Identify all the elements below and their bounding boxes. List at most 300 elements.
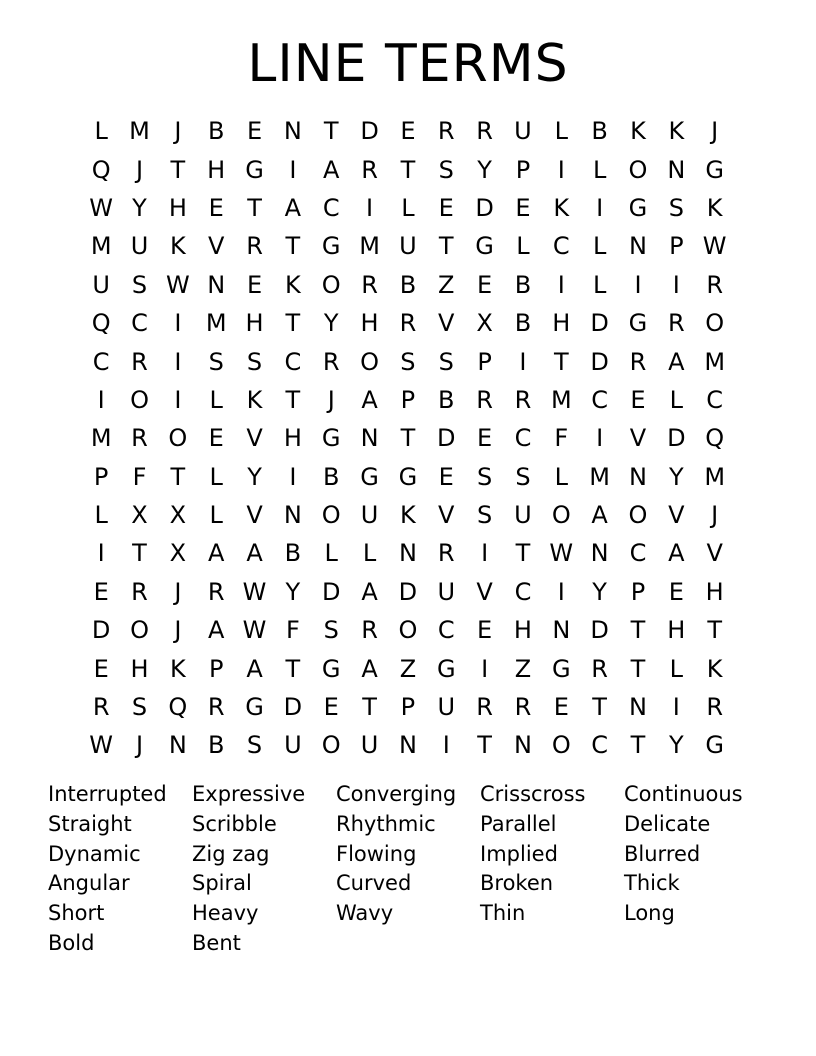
grid-letter: P (400, 385, 416, 414)
word-list-item: Curved (336, 871, 412, 896)
grid-letter: T (362, 693, 377, 722)
grid-letter: V (438, 501, 455, 530)
grid-letter: H (207, 155, 226, 184)
grid-letter: V (246, 501, 263, 530)
grid-letter: T (247, 193, 262, 222)
grid-letter: N (629, 462, 647, 491)
grid-letter: S (246, 731, 263, 760)
grid-letter: A (323, 155, 340, 184)
grid-letter: Q (168, 693, 188, 722)
grid-letter: O (321, 270, 341, 299)
grid-letter: T (553, 347, 569, 376)
grid-letter: H (513, 616, 532, 645)
grid-letter: A (668, 539, 685, 568)
grid-letter: R (476, 117, 493, 146)
grid-letter: L (592, 155, 607, 184)
grid-letter: W (242, 616, 267, 645)
grid-letter: X (169, 539, 187, 568)
grid-letter: G (245, 693, 264, 722)
grid-letter: H (552, 309, 571, 338)
grid-letter: M (704, 347, 726, 376)
grid-letter: A (361, 654, 378, 683)
grid-letter: R (437, 117, 455, 146)
grid-letter: R (514, 385, 532, 414)
grid-letter: G (628, 193, 648, 222)
word-list (48, 780, 778, 959)
grid-letter: E (515, 193, 531, 222)
grid-letter: X (169, 501, 187, 530)
grid-letter: K (553, 193, 570, 222)
grid-letter: C (552, 232, 570, 261)
page-title: LINE TERMS (247, 34, 569, 94)
grid-letter: E (208, 424, 224, 453)
grid-letter: R (207, 693, 225, 722)
grid-letter: O (168, 424, 188, 453)
grid-letter: K (706, 654, 723, 683)
grid-row (82, 649, 734, 687)
grid-letter: L (324, 539, 338, 568)
word-list-item: Parallel (480, 811, 557, 836)
grid-letter: C (437, 616, 455, 645)
grid-letter: I (97, 385, 105, 414)
grid-letter: T (592, 693, 607, 722)
grid-letter: O (130, 385, 149, 414)
grid-letter: H (130, 654, 149, 683)
grid-letter: T (285, 654, 301, 683)
grid-letter: C (284, 347, 302, 376)
grid-letter: I (97, 539, 105, 568)
grid-letter: N (207, 270, 226, 299)
grid-letter: F (554, 424, 569, 453)
grid-letter: D (590, 616, 609, 645)
grid-letter: X (131, 501, 148, 530)
grid-row (82, 573, 734, 611)
grid-letter: T (630, 731, 646, 760)
word-list-item: Converging (336, 782, 457, 806)
grid-letter: O (321, 731, 341, 760)
grid-letter: L (209, 462, 223, 491)
grid-letter: R (361, 616, 378, 645)
word-list-item: Spiral (192, 871, 252, 896)
grid-letter: C (92, 347, 110, 376)
grid-letter: T (630, 654, 646, 683)
grid-letter: G (398, 462, 418, 491)
grid-letter: C (131, 309, 148, 338)
grid-letter: B (323, 462, 340, 491)
grid-letter: T (630, 616, 646, 645)
grid-letter: R (399, 309, 417, 338)
grid-letter: T (515, 539, 531, 568)
grid-letter: N (513, 731, 532, 760)
grid-letter: P (630, 577, 646, 606)
grid-letter: K (169, 232, 186, 261)
grid-row (82, 419, 734, 457)
grid-letter: N (398, 539, 417, 568)
grid-letter: Y (477, 155, 492, 184)
grid-letter: U (514, 117, 532, 146)
grid-letter: D (437, 424, 456, 453)
grid-letter: H (283, 424, 302, 453)
word-list-item: Scribble (192, 811, 277, 836)
grid-letter: R (246, 232, 263, 261)
grid-letter: E (553, 693, 569, 722)
grid-letter: A (246, 539, 263, 568)
grid-letter: R (591, 654, 608, 683)
grid-letter: W (89, 193, 114, 222)
grid-letter: U (360, 501, 379, 530)
grid-letter: J (135, 731, 144, 760)
grid-letter: B (591, 117, 608, 146)
grid-letter: S (515, 462, 531, 491)
grid-letter: G (705, 155, 724, 184)
word-list-item: Bent (192, 930, 241, 955)
grid-row (82, 496, 734, 534)
grid-letter: I (672, 693, 680, 722)
grid-letter: O (705, 309, 725, 338)
grid-letter: M (704, 462, 726, 491)
grid-letter: J (711, 501, 719, 530)
grid-letter: R (706, 693, 724, 722)
grid-letter: X (476, 309, 493, 338)
grid-letter: T (438, 232, 454, 261)
grid-row (82, 112, 734, 150)
grid-letter: T (285, 385, 301, 414)
grid-letter: J (135, 155, 144, 184)
grid-letter: U (437, 577, 456, 606)
grid-letter: P (515, 155, 531, 184)
grid-letter: E (93, 577, 109, 606)
grid-letter: K (706, 193, 723, 222)
grid-letter: I (557, 577, 565, 606)
grid-letter: R (131, 347, 148, 376)
grid-row (82, 342, 734, 380)
grid-letter: R (629, 347, 647, 376)
grid-letter: G (321, 654, 341, 683)
grid-letter: L (362, 539, 377, 568)
grid-letter: K (246, 385, 263, 414)
grid-letter: I (557, 270, 565, 299)
grid-row (82, 189, 734, 227)
grid-letter: B (399, 270, 417, 299)
grid-letter: R (514, 693, 532, 722)
grid-letter: M (129, 117, 150, 146)
word-list-item: Continuous (624, 782, 743, 806)
grid-letter: C (591, 385, 609, 414)
grid-letter: N (552, 616, 571, 645)
grid-letter: I (174, 347, 182, 376)
grid-letter: M (90, 232, 112, 261)
grid-letter: G (321, 424, 341, 453)
grid-letter: G (475, 232, 494, 261)
word-list-item: Dynamic (48, 841, 141, 866)
grid-letter: B (514, 270, 532, 299)
grid-letter: P (669, 232, 684, 261)
grid-letter: E (438, 193, 454, 222)
grid-letter: S (131, 693, 148, 722)
grid-letter: O (628, 155, 648, 184)
grid-letter: E (93, 654, 109, 683)
grid-letter: I (481, 539, 489, 568)
grid-letter: I (366, 193, 374, 222)
grid-letter: V (706, 539, 723, 568)
grid-letter: L (669, 385, 684, 414)
grid-letter: T (707, 616, 722, 645)
grid-letter: E (246, 117, 263, 146)
grid-letter: B (284, 539, 302, 568)
grid-letter: I (174, 385, 182, 414)
grid-letter: J (174, 117, 182, 146)
grid-letter: L (592, 232, 607, 261)
grid-letter: N (590, 539, 609, 568)
grid-letter: Z (438, 270, 455, 299)
word-list-item: Thick (624, 871, 680, 896)
grid-letter: S (323, 616, 339, 645)
word-list-item: Heavy (192, 901, 259, 926)
grid-letter: Q (705, 424, 725, 453)
grid-letter: U (284, 731, 302, 760)
grid-letter: I (481, 654, 489, 683)
grid-letter: M (359, 232, 380, 261)
grid-letter: R (361, 270, 378, 299)
grid-letter: T (285, 309, 301, 338)
grid-letter: H (245, 309, 264, 338)
grid-letter: V (438, 309, 455, 338)
grid-letter: A (284, 193, 302, 222)
word-list-item: Short (48, 901, 105, 926)
grid-letter: U (92, 270, 110, 299)
word-list-item: Flowing (336, 841, 417, 866)
grid-letter: E (477, 270, 493, 299)
grid-letter: Z (514, 654, 532, 683)
grid-letter: W (165, 270, 190, 299)
grid-letter: L (94, 117, 108, 146)
grid-letter: V (668, 501, 685, 530)
grid-letter: O (398, 616, 418, 645)
grid-letter: U (514, 501, 532, 530)
grid-letter: W (242, 577, 267, 606)
grid-letter: T (400, 424, 416, 453)
grid-letter: N (283, 501, 302, 530)
grid-letter: A (668, 347, 685, 376)
grid-row (82, 688, 734, 726)
grid-letter: K (169, 654, 186, 683)
grid-letter: D (360, 117, 379, 146)
grid-letter: S (246, 347, 263, 376)
grid-letter: L (209, 385, 223, 414)
grid-letter: W (89, 731, 114, 760)
grid-letter: Y (132, 193, 147, 222)
grid-letter: I (672, 270, 680, 299)
grid-letter: H (705, 577, 724, 606)
word-list-item: Delicate (624, 811, 711, 836)
grid-letter: R (92, 693, 110, 722)
grid-letter: U (130, 232, 149, 261)
grid-letter: S (476, 462, 493, 491)
grid-letter: N (283, 117, 302, 146)
grid-row (82, 304, 734, 342)
grid-letter: H (667, 616, 686, 645)
grid-letter: R (437, 539, 455, 568)
grid-letter: S (400, 347, 416, 376)
grid-letter: B (514, 309, 532, 338)
grid-letter: O (551, 501, 571, 530)
grid-letter: I (519, 347, 527, 376)
word-list-item: Bold (48, 930, 95, 955)
grid-letter: W (702, 232, 727, 261)
grid-letter: A (591, 501, 608, 530)
grid-letter: N (168, 731, 187, 760)
grid-letter: T (285, 232, 301, 261)
word-list-item: Rhythmic (336, 811, 436, 836)
grid-row (82, 381, 734, 419)
grid-letter: M (589, 462, 610, 491)
grid-letter: O (628, 501, 648, 530)
grid-letter: M (205, 309, 227, 338)
word-list-item: Angular (48, 871, 130, 896)
grid-letter: A (207, 616, 225, 645)
grid-letter: V (207, 232, 225, 261)
grid-letter: P (93, 462, 109, 491)
grid-letter: I (289, 155, 297, 184)
grid-letter: I (596, 424, 604, 453)
grid-letter: C (591, 731, 609, 760)
grid-letter: A (246, 654, 263, 683)
grid-letter: L (94, 501, 108, 530)
grid-letter: E (208, 193, 224, 222)
grid-letter: L (554, 117, 568, 146)
grid-letter: H (168, 193, 187, 222)
grid-letter: S (668, 193, 684, 222)
grid-letter: P (400, 693, 416, 722)
grid-letter: A (361, 385, 378, 414)
grid-letter: D (283, 693, 303, 722)
word-list-item: Thin (480, 901, 526, 926)
grid-letter: U (437, 693, 456, 722)
grid-letter: G (705, 731, 724, 760)
grid-letter: R (476, 385, 493, 414)
grid-letter: R (706, 270, 724, 299)
grid-letter: E (668, 577, 684, 606)
grid-letter: E (400, 117, 416, 146)
grid-letter: R (131, 577, 148, 606)
grid-letter: J (174, 577, 182, 606)
grid-letter: V (629, 424, 647, 453)
grid-row (82, 611, 734, 649)
word-list-item: Straight (48, 811, 132, 836)
grid-letter: L (592, 270, 607, 299)
word-list-item: Crisscross (480, 782, 586, 806)
grid-letter: P (477, 347, 492, 376)
grid-letter: A (361, 577, 378, 606)
grid-letter: K (668, 117, 685, 146)
grid-letter: D (398, 577, 418, 606)
grid-letter: O (551, 731, 571, 760)
grid-letter: T (170, 155, 186, 184)
grid-letter: T (400, 155, 416, 184)
grid-letter: T (170, 462, 186, 491)
grid-letter: J (174, 616, 182, 645)
grid-row (82, 726, 734, 764)
grid-letter: E (477, 424, 493, 453)
grid-letter: Y (668, 731, 684, 760)
grid-letter: D (667, 424, 686, 453)
grid-letter: I (634, 270, 642, 299)
grid-letter: S (476, 501, 493, 530)
grid-letter: V (246, 424, 263, 453)
grid-letter: P (208, 654, 224, 683)
grid-letter: J (327, 385, 335, 414)
grid-letter: S (438, 347, 454, 376)
word-list-item: Wavy (336, 901, 394, 926)
grid-letter: C (322, 193, 340, 222)
grid-letter: E (630, 385, 646, 414)
grid-letter: C (514, 577, 532, 606)
grid-letter: J (711, 117, 719, 146)
grid-letter: Q (91, 309, 111, 338)
word-list-item: Implied (480, 841, 558, 866)
grid-letter: Y (323, 309, 339, 338)
grid-letter: T (477, 731, 492, 760)
grid-letter: U (360, 731, 379, 760)
grid-letter: M (90, 424, 112, 453)
grid-letter: C (629, 539, 647, 568)
grid-letter: F (285, 616, 300, 645)
grid-row (82, 458, 734, 496)
grid-letter: N (629, 693, 647, 722)
grid-letter: D (321, 577, 341, 606)
grid-letter: F (132, 462, 147, 491)
grid-letter: B (207, 731, 225, 760)
grid-letter: G (551, 654, 571, 683)
word-list-item: Zig zag (192, 841, 270, 866)
grid-letter: C (514, 424, 532, 453)
grid-letter: U (399, 232, 417, 261)
grid-row (82, 266, 734, 304)
grid-letter: O (130, 616, 149, 645)
grid-letter: I (596, 193, 604, 222)
grid-letter: V (476, 577, 493, 606)
grid-letter: G (245, 155, 264, 184)
grid-letter: W (549, 539, 574, 568)
grid-letter: M (550, 385, 572, 414)
grid-letter: R (476, 693, 493, 722)
grid-letter: I (442, 731, 450, 760)
grid-letter: I (174, 309, 182, 338)
grid-letter: R (207, 577, 225, 606)
grid-letter: O (321, 501, 341, 530)
grid-row (82, 227, 734, 265)
word-list-item: Blurred (624, 841, 701, 866)
grid-letter: Y (668, 462, 684, 491)
grid-letter: I (557, 155, 565, 184)
grid-letter: E (246, 270, 263, 299)
grid-letter: L (669, 654, 684, 683)
grid-letter: G (436, 654, 456, 683)
grid-letter: Y (592, 577, 607, 606)
grid-letter: D (590, 309, 609, 338)
grid-letter: N (398, 731, 417, 760)
grid-letter: L (401, 193, 415, 222)
grid-letter: N (360, 424, 379, 453)
grid-letter: N (629, 232, 647, 261)
grid-letter: K (400, 501, 416, 530)
grid-letter: G (321, 232, 341, 261)
grid-letter: G (360, 462, 379, 491)
grid-letter: E (438, 462, 454, 491)
grid-letter: N (667, 155, 686, 184)
grid-letter: I (289, 462, 297, 491)
grid-letter: L (554, 462, 568, 491)
